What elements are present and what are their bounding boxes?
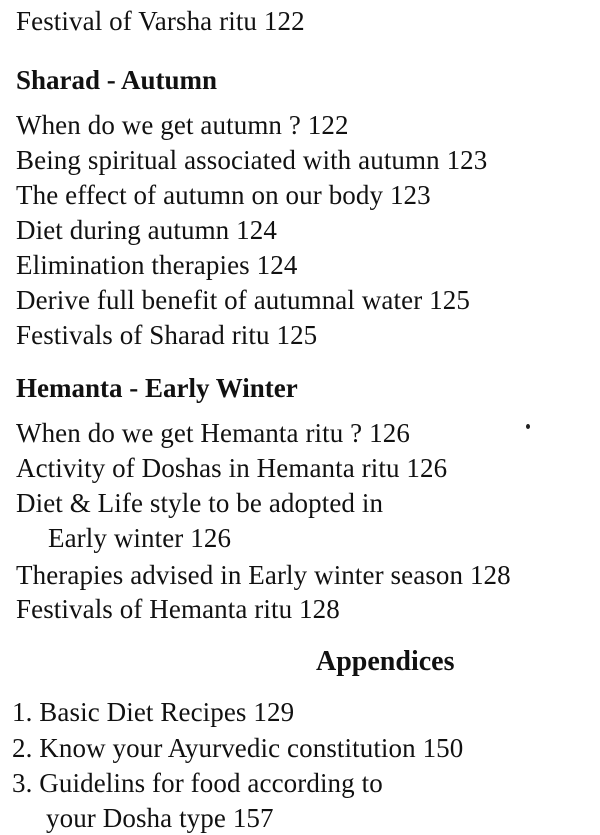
toc-entry: Derive full benefit of autumnal water 125 [16,285,470,315]
toc-entry: Festivals of Hemanta ritu 128 [16,594,340,624]
toc-entry: Therapies advised in Early winter season 128 [16,560,511,590]
appendix-entry: 2. Know your Ayurvedic constitution 150 [12,733,464,763]
toc-entry-varsha-festival: Festival of Varsha ritu 122 [16,6,305,36]
section-heading-hemanta: Hemanta - Early Winter [16,373,298,403]
toc-entry: Activity of Doshas in Hemanta ritu 126 [16,453,448,483]
appendix-entry: 3. Guidelins for food according to [12,768,383,798]
toc-entry: When do we get autumn ? 122 [16,110,349,140]
toc-entry: When do we get Hemanta ritu ? 126 [16,418,410,448]
appendix-entry: 1. Basic Diet Recipes 129 [12,697,295,727]
toc-entry: Being spiritual associated with autumn 123 [16,145,488,175]
toc-entry: Diet & Life style to be adopted in [16,488,384,518]
toc-entry-continuation: Early winter 126 [48,523,232,553]
print-speck [526,424,530,429]
toc-entry: Festivals of Sharad ritu 125 [16,320,318,350]
section-heading-appendices: Appendices [316,646,455,677]
toc-entry: Elimination therapies 124 [16,250,298,280]
toc-entry: Diet during autumn 124 [16,215,277,245]
toc-entry: The effect of autumn on our body 123 [16,180,431,210]
section-heading-sharad: Sharad - Autumn [16,65,218,95]
appendix-entry-continuation: your Dosha type 157 [46,803,274,833]
